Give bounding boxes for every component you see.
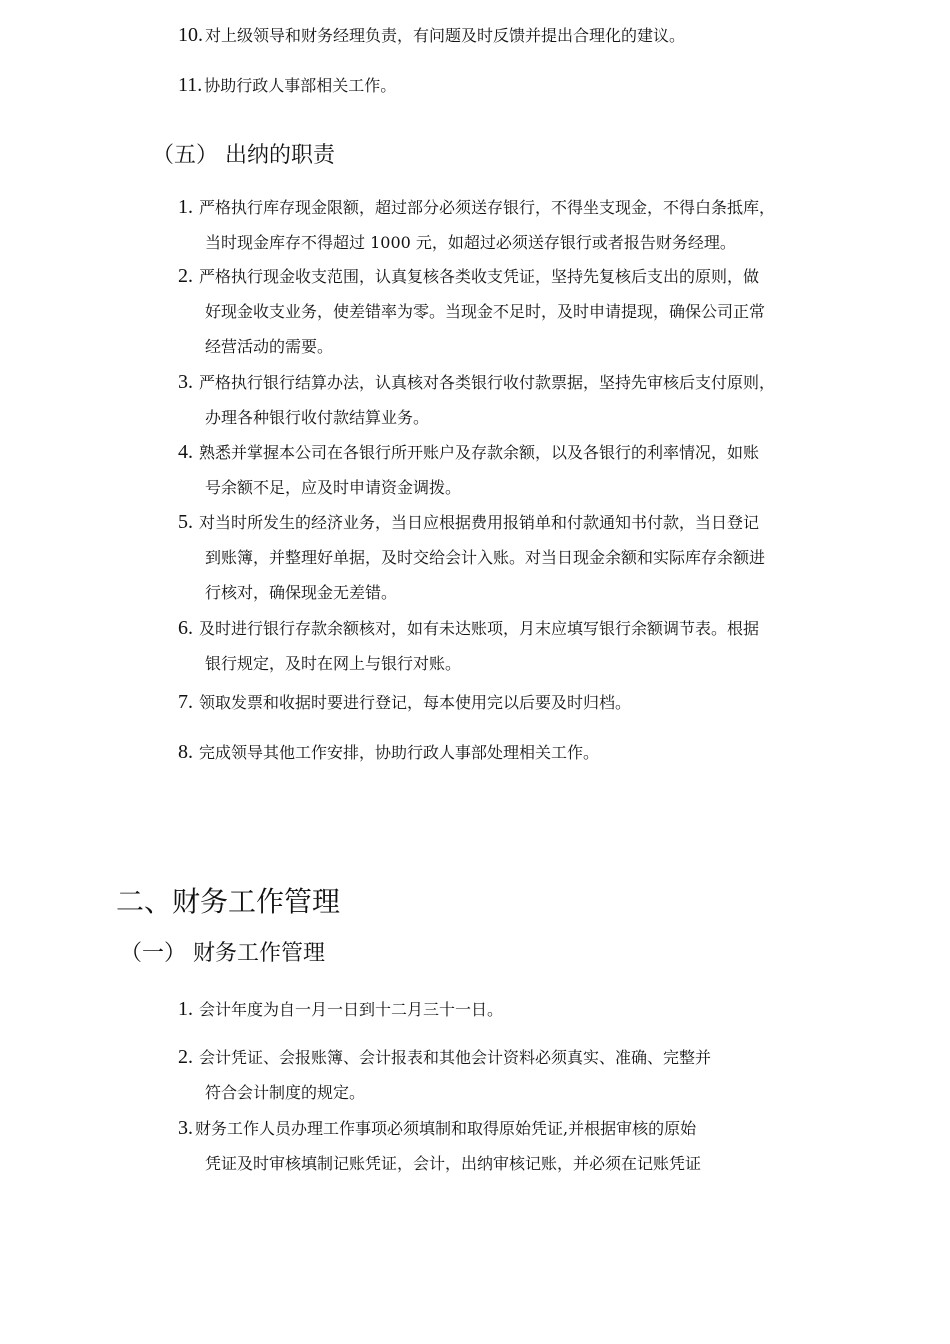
list-item-cashier-2 [178,259,765,364]
item-number: 2. [178,1046,193,1068]
list-item-cashier-5 [178,505,765,610]
section-heading-finance-management: （一） 财务工作管理 [120,941,325,966]
item-number: 3. [178,371,193,393]
list-item-11 [178,68,396,103]
item-number: 1. [178,998,193,1020]
list-item-finance-1 [178,992,503,1027]
list-item-cashier-6 [178,611,759,681]
item-number: 11. [178,74,203,96]
item-text: 对当时所发生的经济业务，当日应根据费用报销单和付款通知书付款，当日登记 到账簿，并整理好单据，及时交给会计入账。对当日现金余额和实际库存余额进 行核对，确保现金无差错。 [199,513,766,602]
list-item-finance-3 [178,1111,701,1181]
item-number: 4. [178,441,193,463]
list-item-cashier-1 [178,190,775,260]
list-item-cashier-3 [178,365,775,435]
item-number: 7. [178,691,193,713]
item-text: 及时进行银行存款余额核对，如有未达账项，月末应填写银行余额调节表。根据 银行规定，及时在网上与银行对账。 [199,619,760,673]
item-number: 6. [178,617,193,639]
list-item-finance-2 [178,1040,711,1110]
item-number: 3. [178,1117,193,1139]
item-text: 领取发票和收据时要进行登记，每本使用完以后要及时归档。 [199,693,632,712]
item-number: 8. [178,741,193,763]
item-text: 严格执行现金收支范围，认真复核各类收支凭证，坚持先复核后支出的原则，做 好现金收支业务，使差错率为零。当现金不足时，及时申请提现，确保公司正常 经营活动的需要。 [199,267,766,356]
list-item-cashier-4 [178,435,759,505]
item-text: 协助行政人事部相关工作。 [204,76,397,95]
chapter-heading-finance-management: 二、财务工作管理 [116,885,341,918]
item-text: 完成领导其他工作安排，协助行政人事部处理相关工作。 [199,743,600,762]
item-text: 熟悉并掌握本公司在各银行所开账户及存款余额，以及各银行的利率情况，如账 号余额不足，应及时申请资金调拨。 [199,443,760,497]
item-number: 5. [178,511,193,533]
list-item-10 [178,18,685,53]
item-text: 会计凭证、会报账簿、会计报表和其他会计资料必须真实、准确、完整并 符合会计制度的规定。 [199,1048,712,1102]
item-number: 2. [178,265,193,287]
item-text: 对上级领导和财务经理负责，有问题及时反馈并提出合理化的建议。 [205,26,686,45]
item-text: 严格执行库存现金限额，超过部分必须送存银行，不得坐支现金，不得白条抵库， 当时现金库存不得超过 1000 元，如超过必须送存银行或者报告财务经理。 [199,198,776,252]
item-number: 1. [178,196,193,218]
list-item-cashier-8 [178,735,599,770]
item-text: 会计年度为自一月一日到十二月三十一日。 [199,1000,504,1019]
item-text: 财务工作人员办理工作事项必须填制和取得原始凭证,并根据审核的原始 凭证及时审核填制记账凭证，会计，出纳审核记账，并必须在记账凭证 [195,1119,702,1173]
item-text: 严格执行银行结算办法，认真核对各类银行收付款票据，坚持先审核后支付原则， 办理各种银行收付款结算业务。 [199,373,776,427]
section-heading-cashier-duties: （五） 出纳的职责 [152,143,335,168]
item-number: 10. [178,24,203,46]
list-item-cashier-7 [178,685,631,720]
